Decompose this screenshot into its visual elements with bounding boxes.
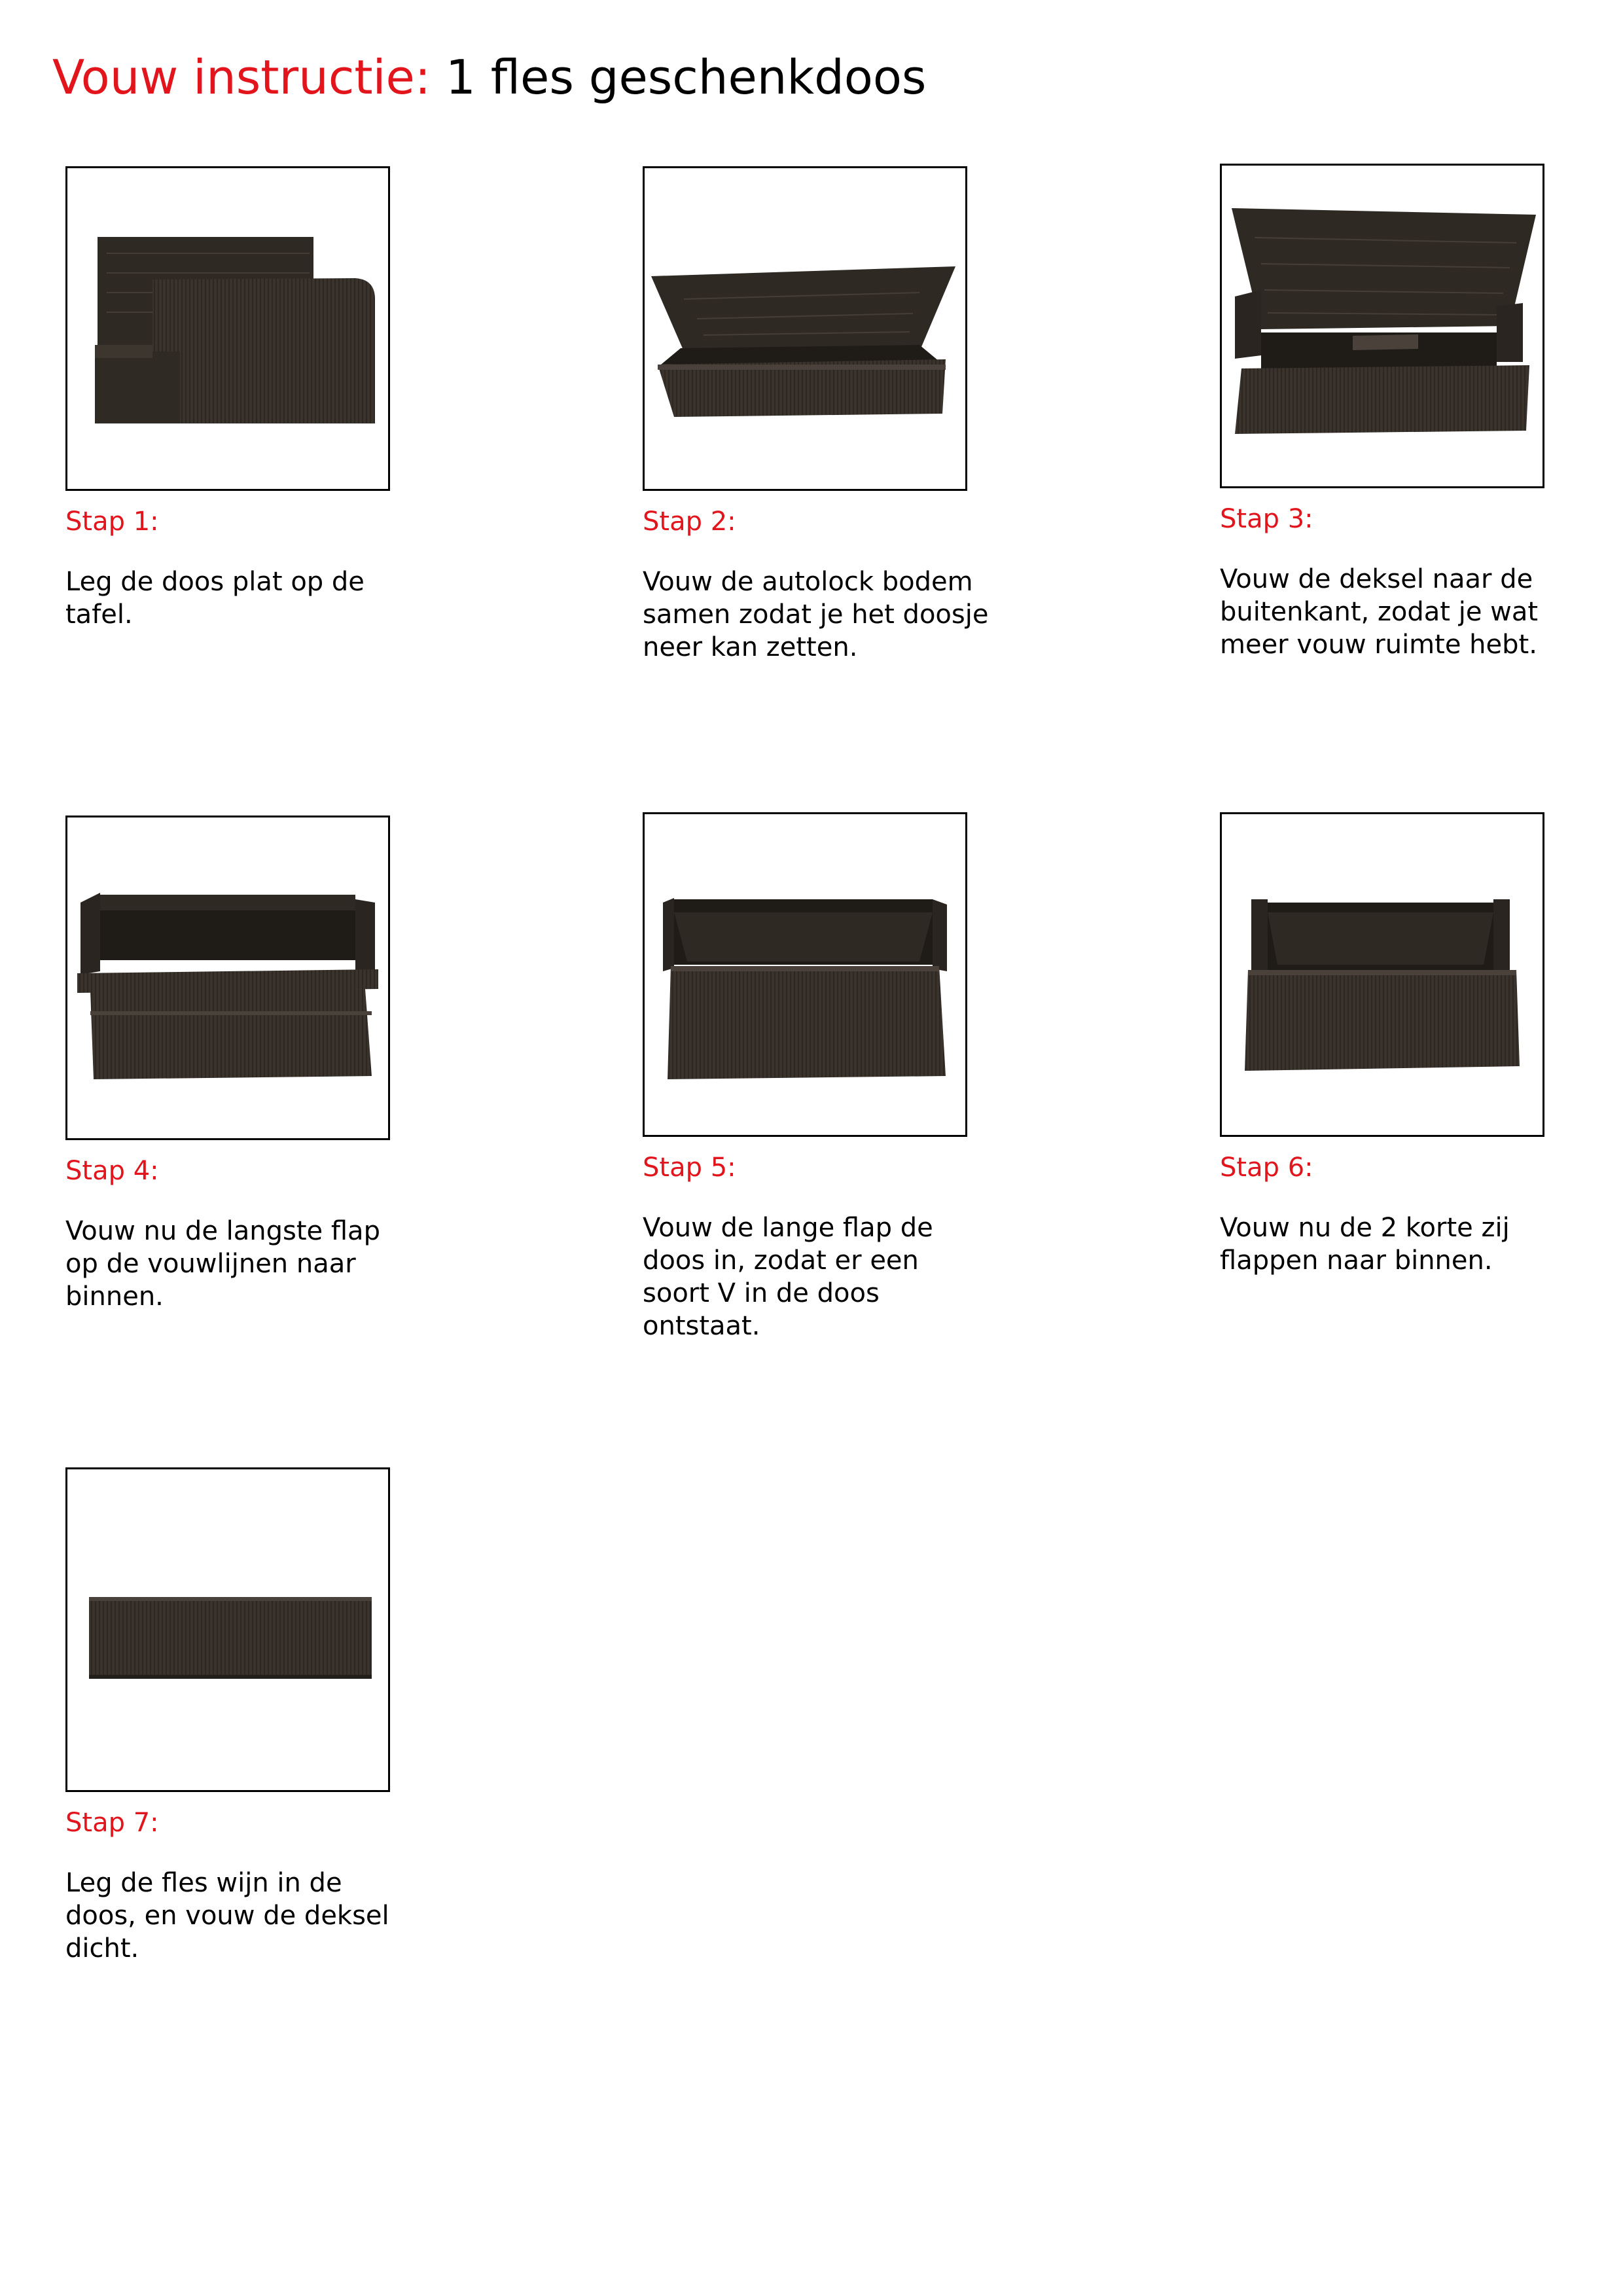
step-2-text: Vouw de autolock bodem samen zodat je het doosje neer kan zetten. [643, 567, 989, 662]
step-2-label: Stap 2: [643, 507, 736, 537]
step-1-photo [67, 168, 388, 489]
step-4-photo [67, 817, 388, 1138]
step-2-photo-frame [643, 166, 967, 491]
step-5-photo [645, 814, 965, 1135]
step-1-photo-frame [65, 166, 390, 491]
step-1-text: Leg de doos plat op de tafel. [65, 567, 365, 630]
step-5-label: Stap 5: [643, 1153, 736, 1183]
step-6-photo [1222, 814, 1543, 1135]
step-3-text: Vouw de deksel naar de buitenkant, zodat je wat meer vouw ruimte hebt. [1220, 564, 1539, 660]
step-3-photo [1222, 166, 1543, 486]
step-4-photo-frame [65, 816, 390, 1140]
step-6-photo-frame [1220, 812, 1544, 1137]
step-7-text: Leg de fles wijn in de doos, en vouw de deksel dicht. [65, 1868, 389, 1964]
step-4-text: Vouw nu de langste flap op de vouwlijnen naar binnen. [65, 1216, 380, 1312]
step-7-label: Stap 7: [65, 1808, 159, 1838]
step-7-photo [67, 1469, 388, 1790]
step-5-text: Vouw de lange flap de doos in, zodat er een soort V in de doos ontstaat. [643, 1213, 933, 1341]
step-1-label: Stap 1: [65, 507, 159, 537]
step-2-photo [645, 168, 965, 489]
step-3-label: Stap 3: [1220, 504, 1313, 534]
page-title-red: Vouw instructie: [52, 50, 431, 105]
step-6-text: Vouw nu de 2 korte zij flappen naar binnen. [1220, 1213, 1510, 1276]
step-6-label: Stap 6: [1220, 1153, 1313, 1183]
page-title [52, 45, 926, 110]
step-4-label: Stap 4: [65, 1156, 159, 1186]
page-title-black: 1 fles geschenkdoos [446, 50, 927, 105]
step-7-photo-frame [65, 1467, 390, 1792]
step-5-photo-frame [643, 812, 967, 1137]
step-3-photo-frame [1220, 164, 1544, 488]
